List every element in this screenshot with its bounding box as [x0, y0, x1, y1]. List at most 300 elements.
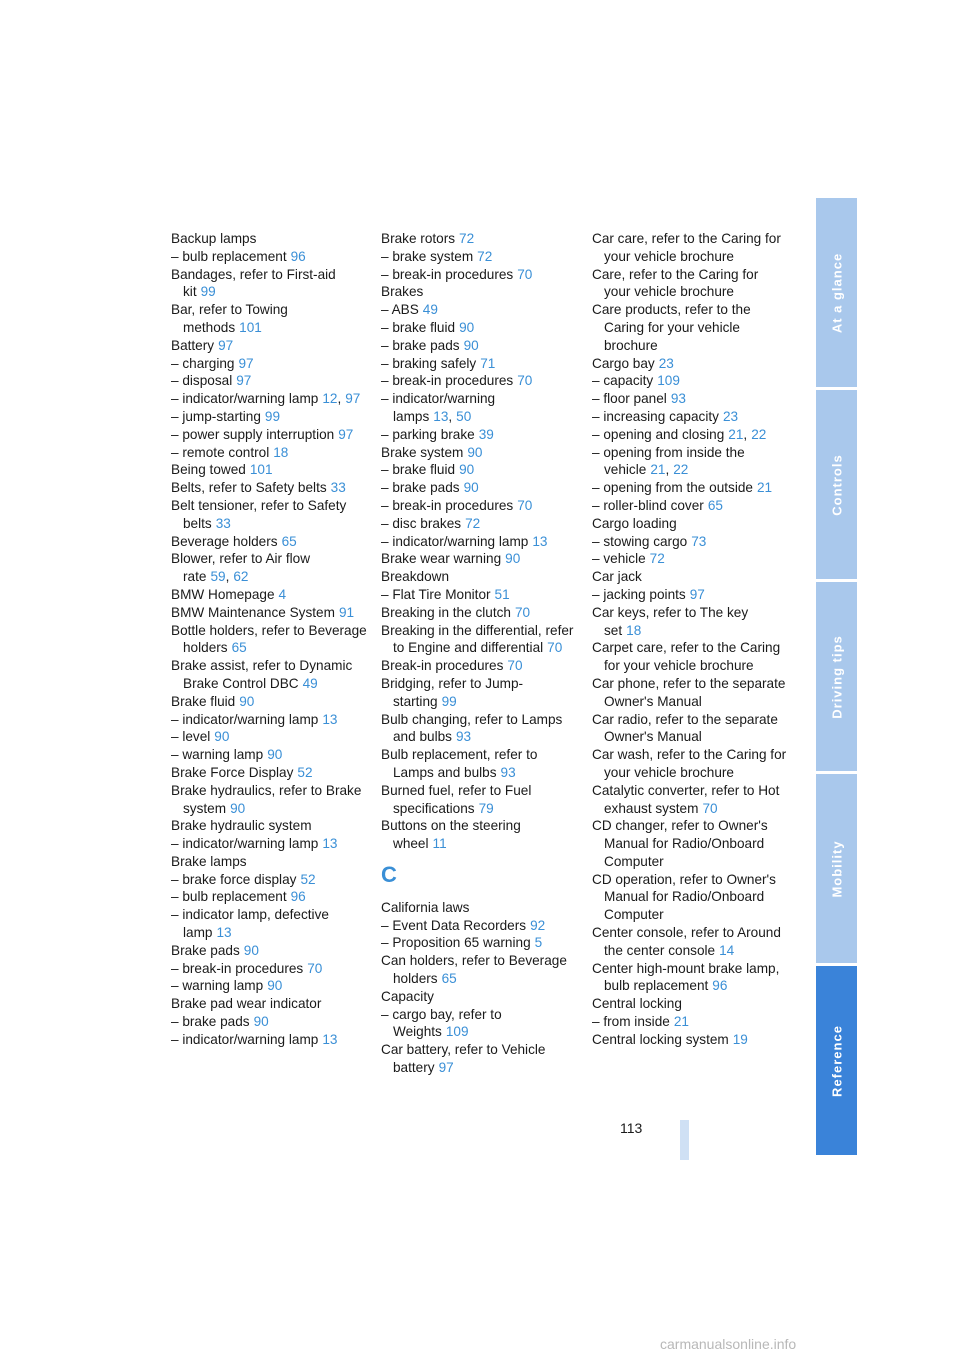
index-entry-text: Car battery, refer to Vehicle battery [381, 1042, 546, 1076]
section-tab-label: Controls [829, 453, 844, 516]
index-entry-text: Capacity [381, 988, 434, 1004]
index-entry-text: Brake pad wear indicator [171, 996, 322, 1012]
index-entry-text: – disc brakes [381, 515, 462, 531]
page-reference-link[interactable]: 72 [465, 515, 481, 531]
index-entry [171, 550, 367, 586]
index-entry [592, 924, 788, 960]
index-entry [171, 301, 367, 337]
index-entry [381, 230, 577, 248]
index-entry-text: – opening and closing [592, 426, 725, 442]
section-tab-controls[interactable] [816, 390, 857, 579]
index-entry [592, 266, 788, 302]
index-entry [171, 533, 367, 551]
index-entry-text: – braking safely [381, 355, 477, 371]
index-entry [592, 497, 788, 515]
index-entry-text: – brake fluid [381, 462, 456, 478]
index-entry [381, 917, 577, 935]
index-entry [381, 319, 577, 337]
index-entry [171, 230, 367, 248]
index-entry-text: Burned fuel, refer to Fuel specifications [381, 782, 532, 816]
index-entry-text: – floor panel [592, 391, 667, 407]
index-entry-text: Breaking in the differential, refer to Engine and differential [381, 622, 574, 656]
index-entry-text: Center high-mount brake lamp, bulb replacement [592, 960, 780, 994]
page-reference-link[interactable]: 21 [756, 480, 773, 496]
index-entry [381, 479, 577, 497]
page-reference-link[interactable]: 65 [441, 971, 457, 987]
index-entry-text: – break-in procedures [381, 497, 514, 513]
index-entry-text: Car phone, refer to the separate Owner's Manual [592, 675, 786, 709]
index-entry [592, 960, 788, 996]
index-entry-text: – stowing cargo [592, 533, 688, 549]
index-entry-text: – increasing capacity [592, 408, 719, 424]
page-reference-link[interactable]: 109 [445, 1024, 469, 1040]
index-entry-text: Brake fluid [171, 693, 236, 709]
section-tab-label: Driving tips [829, 634, 844, 719]
page-reference-link[interactable]: 13 [322, 711, 338, 727]
index-entry-text: – capacity [592, 373, 654, 389]
index-entry-text: – from inside [592, 1014, 670, 1030]
index-entry-text: – brake system [381, 248, 474, 264]
index-entry [381, 711, 577, 747]
page-reference-link[interactable]: 97 [236, 373, 252, 389]
index-entry-text: – brake pads [381, 480, 460, 496]
index-entry [171, 835, 367, 853]
index-entry [381, 657, 577, 675]
page-reference-link[interactable]: 97 [218, 337, 234, 353]
index-entry-text: – jacking points [592, 586, 686, 602]
page-reference-link[interactable]: 70 [702, 800, 718, 816]
index-entry [592, 639, 788, 675]
index-entry [171, 390, 367, 408]
index-entry-text: – bulb replacement [171, 248, 287, 264]
index-entry-text: – cargo bay, refer to Weights [381, 1006, 502, 1040]
page-separator: , [448, 408, 453, 424]
index-column-1 [171, 230, 367, 1049]
index-entry [171, 1013, 367, 1031]
index-entry [381, 355, 577, 373]
index-entry [171, 888, 367, 906]
index-entry [171, 960, 367, 978]
index-entry-text: – opening from inside the vehicle [592, 444, 745, 478]
page-reference-link[interactable]: 101 [239, 319, 262, 335]
index-entry-text: – indicator lamp, defective lamp [171, 907, 329, 941]
page-reference-link[interactable]: 13 [216, 925, 232, 941]
index-entry-text: Being towed [171, 462, 246, 478]
index-entry [592, 372, 788, 390]
index-entry [171, 782, 367, 818]
index-entry-text: – indicator/warning lamp [171, 1031, 319, 1047]
index-entry [592, 871, 788, 924]
page-separator: , [665, 462, 670, 478]
index-entry-text: Can holders, refer to Beverage holders [381, 953, 567, 987]
page-reference-link[interactable]: 18 [273, 444, 289, 460]
page-reference-link[interactable]: 13 [322, 1031, 338, 1047]
index-entry-text: Bandages, refer to First-aid kit [171, 266, 336, 300]
index-entry-text: – Event Data Recorders [381, 917, 527, 933]
index-entry [381, 444, 577, 462]
page-reference-link[interactable]: 92 [530, 917, 546, 933]
page-reference-link[interactable]: 93 [455, 729, 472, 745]
index-entry-text: – indicator/warning lamp [171, 711, 319, 727]
index-entry [381, 934, 577, 952]
index-entry-text: Brakes [381, 284, 424, 300]
index-entry-text: Bulb changing, refer to Lamps and bulbs [381, 711, 563, 745]
page-reference-link[interactable]: 39 [478, 426, 494, 442]
index-entry-text: Brake lamps [171, 853, 247, 869]
index-entry [381, 622, 577, 658]
index-entry [171, 657, 367, 693]
index-entry-text: – charging [171, 355, 235, 371]
page-reference-link[interactable]: 79 [478, 800, 494, 816]
index-entry-text: – brake pads [381, 337, 460, 353]
index-entry [381, 817, 577, 853]
index-entry-text: Catalytic converter, refer to Hot exhaust system [592, 782, 780, 816]
index-entry-text: Car keys, refer to The key set [592, 604, 749, 638]
index-entry-text: – warning lamp [171, 978, 264, 994]
index-entry-text: – indicator/warning lamp [381, 533, 529, 549]
page-reference-link[interactable]: 90 [230, 800, 246, 816]
section-tab-label: At a glance [829, 252, 844, 333]
index-entry-text: Beverage holders [171, 533, 278, 549]
page-reference-link[interactable]: 22 [673, 462, 689, 478]
page-reference-link[interactable]: 71 [480, 355, 496, 371]
index-entry-text: Backup lamps [171, 231, 257, 246]
page-reference-link[interactable]: 62 [233, 569, 249, 585]
index-entry [381, 899, 577, 917]
index-entry-text: Car wash, refer to the Caring for your vehicle brochure [592, 747, 787, 780]
index-entry-text: – ABS [381, 302, 419, 318]
index-entry [381, 782, 577, 818]
page-reference-link[interactable]: 13 [322, 836, 338, 852]
index-entry [171, 426, 367, 444]
index-entry [592, 1013, 788, 1031]
page-separator: , [743, 426, 748, 442]
section-tab-label: Mobility [829, 839, 844, 898]
page-reference-link[interactable]: 90 [459, 319, 475, 335]
index-entry [592, 568, 788, 586]
page-reference-link[interactable]: 90 [505, 551, 521, 567]
page-reference-link[interactable]: 11 [432, 836, 447, 852]
page-reference-link[interactable]: 22 [751, 426, 767, 442]
section-tab-reference[interactable] [816, 966, 857, 1155]
index-entry [171, 266, 367, 302]
section-tabs [816, 198, 857, 1158]
index-entry [171, 693, 367, 711]
index-entry-text: – level [171, 729, 211, 745]
page-reference-link[interactable]: 90 [214, 729, 230, 745]
index-entry-text: – bulb replacement [171, 889, 287, 905]
index-entry [171, 995, 367, 1013]
index-entry [171, 942, 367, 960]
index-entry-text: Blower, refer to Air flow rate [171, 551, 311, 585]
index-entry [171, 622, 367, 658]
index-entry-text: Breakdown [381, 569, 450, 585]
page-reference-link[interactable]: 90 [239, 693, 255, 709]
page-reference-link[interactable]: 50 [456, 408, 472, 424]
page-reference-link[interactable]: 65 [231, 640, 247, 656]
index-entry-text: – Flat Tire Monitor [381, 586, 491, 602]
page-reference-link[interactable]: 96 [712, 978, 728, 994]
index-entry [381, 952, 577, 988]
page-reference-link[interactable]: 21 [673, 1014, 689, 1030]
index-entry [592, 426, 788, 444]
page-reference-link[interactable]: 97 [438, 1060, 454, 1076]
index-entry [381, 515, 577, 533]
page-reference-link[interactable]: 90 [253, 1014, 269, 1030]
section-tab-at-a-glance[interactable] [816, 198, 857, 387]
page-marker-bar [680, 1120, 689, 1160]
index-entry-text: BMW Homepage [171, 586, 275, 602]
index-entry [171, 479, 367, 497]
index-entry-text: Carpet care, refer to the Caring for your vehicle brochure [592, 640, 781, 674]
index-entry [171, 497, 367, 533]
page-reference-link[interactable]: 99 [264, 408, 281, 424]
page-reference-link[interactable]: 52 [297, 764, 313, 780]
section-tab-driving-tips[interactable] [816, 582, 857, 771]
index-entry [592, 675, 788, 711]
index-entry-text: Brake wear warning [381, 551, 502, 567]
index-entry-text: – brake pads [171, 1014, 250, 1030]
index-entry [592, 711, 788, 747]
page-reference-link[interactable]: 4 [278, 586, 287, 602]
index-entry [592, 390, 788, 408]
page-reference-link[interactable]: 33 [215, 515, 231, 531]
index-entry [381, 586, 577, 604]
page-reference-link[interactable]: 59 [210, 569, 226, 585]
index-entry [381, 988, 577, 1006]
index-entry-text: Breaking in the clutch [381, 604, 511, 620]
index-entry-text: Brake pads [171, 942, 240, 958]
index-entry [171, 817, 367, 835]
index-entry [171, 372, 367, 390]
index-entry [171, 248, 367, 266]
page-separator: , [337, 391, 342, 407]
index-entry-text: Center console, refer to Around the center console [592, 925, 781, 958]
page-reference-link[interactable]: 19 [732, 1031, 748, 1047]
index-entry-text: Brake hydraulic system [171, 818, 312, 834]
page-reference-link[interactable]: 93 [670, 391, 686, 407]
index-entry [592, 479, 788, 497]
index-entry [381, 266, 577, 284]
index-entry [592, 533, 788, 551]
index-entry-text: – jump-starting [171, 408, 261, 424]
index-entry-text: Belt tensioner, refer to Safety belts [171, 497, 347, 531]
page-reference-link[interactable]: 12 [322, 391, 338, 407]
index-entry-text: CD operation, refer to Owner's Manual for Radio/Onboard Computer [592, 871, 776, 923]
index-entry-text: Care, refer to the Caring for your vehicle brochure [592, 266, 759, 300]
index-entry [171, 408, 367, 426]
index-entry-text: – power supply interruption [171, 426, 335, 442]
index-entry [381, 461, 577, 479]
index-entry [171, 586, 367, 604]
page-reference-link[interactable]: 72 [649, 551, 665, 567]
index-entry-text: – disposal [171, 373, 233, 389]
page-reference-link[interactable]: 70 [307, 960, 323, 976]
index-entry-text: – vehicle [592, 551, 646, 567]
index-entry [381, 497, 577, 515]
page-reference-link[interactable]: 90 [243, 942, 259, 958]
page-reference-link[interactable]: 96 [290, 889, 306, 905]
page-reference-link[interactable]: 99 [441, 693, 457, 709]
index-entry-text: – break-in procedures [171, 960, 304, 976]
index-entry-text: – indicator/warning lamps [381, 391, 496, 424]
index-entry-text: California laws [381, 899, 470, 915]
page-reference-link[interactable]: 101 [249, 462, 273, 478]
page-number: 113 [620, 1120, 643, 1136]
index-entry [592, 817, 788, 870]
index-entry-text: – roller-blind cover [592, 497, 704, 513]
index-entry-text: Car radio, refer to the separate Owner's Manual [592, 711, 778, 745]
index-entry [381, 533, 577, 551]
index-entry [171, 444, 367, 462]
page-reference-link[interactable]: 73 [691, 533, 707, 549]
index-entry-text: – parking brake [381, 426, 475, 442]
index-entry [592, 550, 788, 568]
index-entry-text: – Proposition 65 warning [381, 935, 531, 951]
page-reference-link[interactable]: 65 [707, 497, 723, 513]
index-entry-text: Care products, refer to the Caring for your vehicle brochure [592, 302, 751, 353]
index-entry-text: Brake rotors [381, 231, 456, 246]
page-reference-link[interactable]: 70 [547, 640, 563, 656]
index-entry [171, 604, 367, 622]
page-reference-link[interactable]: 70 [517, 497, 533, 513]
watermark: carmanualsonline.info [660, 1336, 797, 1352]
index-entry-text: Brake hydraulics, refer to Brake system [171, 782, 362, 816]
page-reference-link[interactable]: 70 [514, 604, 531, 620]
page-reference-link[interactable]: 97 [345, 391, 361, 407]
index-entry [592, 444, 788, 480]
index-entry [381, 426, 577, 444]
page-reference-link[interactable]: 93 [500, 764, 516, 780]
index-entry-text: Cargo bay [592, 355, 655, 371]
index-column-3 [592, 230, 788, 1049]
page-reference-link[interactable]: 109 [657, 373, 680, 389]
index-entry-text: – indicator/warning lamp [171, 391, 319, 407]
index-entry-text: – break-in procedures [381, 266, 514, 282]
page-separator: , [225, 569, 230, 585]
page-reference-link[interactable]: 72 [477, 248, 493, 264]
index-entry [381, 301, 577, 319]
page-reference-link[interactable]: 49 [422, 302, 438, 318]
index-entry-text: Car jack [592, 569, 642, 585]
page-reference-link[interactable]: 97 [338, 426, 354, 442]
index-entry-text: Bridging, refer to Jump-starting [381, 675, 524, 709]
index-entry [592, 230, 788, 266]
page-reference-link[interactable]: 23 [722, 408, 739, 424]
index-entry-text: Central locking [592, 996, 682, 1012]
index-entry-text: – indicator/warning lamp [171, 836, 319, 852]
page-reference-link[interactable]: 18 [626, 622, 642, 638]
index-entry [381, 550, 577, 568]
index-entry [381, 337, 577, 355]
page-reference-link[interactable]: 14 [719, 942, 735, 958]
page-reference-link[interactable]: 52 [300, 871, 316, 887]
index-entry [171, 711, 367, 729]
index-entry-text: Battery [171, 337, 215, 353]
index-entry [171, 871, 367, 889]
index-column-2 [381, 230, 577, 1077]
page-reference-link[interactable]: 99 [200, 284, 216, 300]
page-reference-link[interactable]: 90 [467, 444, 483, 460]
page-reference-link[interactable]: 49 [302, 675, 318, 691]
index-entry [171, 853, 367, 871]
index-entry [592, 995, 788, 1013]
page-reference-link[interactable]: 65 [281, 533, 297, 549]
index-entry-text: – warning lamp [171, 747, 264, 763]
page-reference-link[interactable]: 23 [658, 355, 674, 371]
page-reference-link[interactable]: 90 [459, 462, 475, 478]
index-entry [381, 746, 577, 782]
index-entry-text: – remote control [171, 444, 270, 460]
page-reference-link[interactable]: 97 [689, 586, 705, 602]
page-reference-link[interactable]: 13 [532, 533, 548, 549]
index-entry [171, 337, 367, 355]
page-reference-link[interactable]: 70 [507, 658, 523, 674]
page-reference-link[interactable]: 33 [330, 480, 346, 496]
index-entry [592, 746, 788, 782]
index-entry [381, 372, 577, 390]
index-entry-text: Belts, refer to Safety belts [171, 480, 327, 496]
index-entry [381, 1006, 577, 1042]
index-entry [171, 746, 367, 764]
index-entry-text: Break-in procedures [381, 658, 504, 674]
page-reference-link[interactable]: 96 [290, 248, 306, 264]
page-reference-link[interactable]: 21 [728, 426, 744, 442]
page-reference-link[interactable]: 70 [517, 266, 533, 282]
index-entry [381, 283, 577, 301]
index-entry-text: Buttons on the steering wheel [381, 818, 521, 852]
page-reference-link[interactable]: 51 [494, 586, 510, 602]
index-entry [171, 906, 367, 942]
index-entry-text: Bottle holders, refer to Beverage holders [171, 622, 367, 656]
index-entry [592, 355, 788, 373]
page-reference-link[interactable]: 90 [463, 337, 479, 353]
index-entry [381, 1041, 577, 1077]
index-entry [381, 568, 577, 586]
page-reference-link[interactable]: 90 [267, 747, 283, 763]
page-reference-link[interactable]: 5 [534, 935, 543, 951]
page-reference-link[interactable]: 97 [238, 355, 254, 371]
index-letter-heading: C [381, 861, 397, 887]
index-entry [592, 515, 788, 533]
index-entry-text: Brake assist, refer to Dynamic Brake Control DBC [171, 658, 353, 691]
index-entry [171, 728, 367, 746]
page-reference-link[interactable]: 90 [267, 978, 283, 994]
index-entry-text: CD changer, refer to Owner's Manual for Radio/Onboard Computer [592, 818, 768, 869]
index-entry [171, 355, 367, 373]
section-tab-mobility[interactable] [816, 774, 857, 963]
index-entry-text: Brake system [381, 444, 464, 460]
index-entry [381, 390, 577, 426]
index-entry [381, 248, 577, 266]
index-entry-text: Car care, refer to the Caring for your vehicle brochure [592, 231, 781, 264]
index-entry-text: Central locking system [592, 1031, 729, 1047]
page-reference-link[interactable]: 90 [463, 480, 479, 496]
index-entry-text: Bar, refer to Towing methods [171, 302, 288, 335]
index-entry [381, 675, 577, 711]
page-reference-link[interactable]: 70 [517, 373, 533, 389]
page-reference-link[interactable]: 91 [338, 604, 355, 620]
index-entry-text: – brake force display [171, 871, 297, 887]
index-entry-text: Bulb replacement, refer to Lamps and bulbs [381, 747, 538, 780]
page-reference-link[interactable]: 21 [650, 462, 666, 478]
index-entry [592, 301, 788, 354]
page-reference-link[interactable]: 72 [459, 231, 475, 246]
index-entry [171, 461, 367, 479]
page-reference-link[interactable]: 13 [433, 408, 449, 424]
index-entry [171, 1031, 367, 1049]
section-tab-label: Reference [829, 1024, 844, 1097]
